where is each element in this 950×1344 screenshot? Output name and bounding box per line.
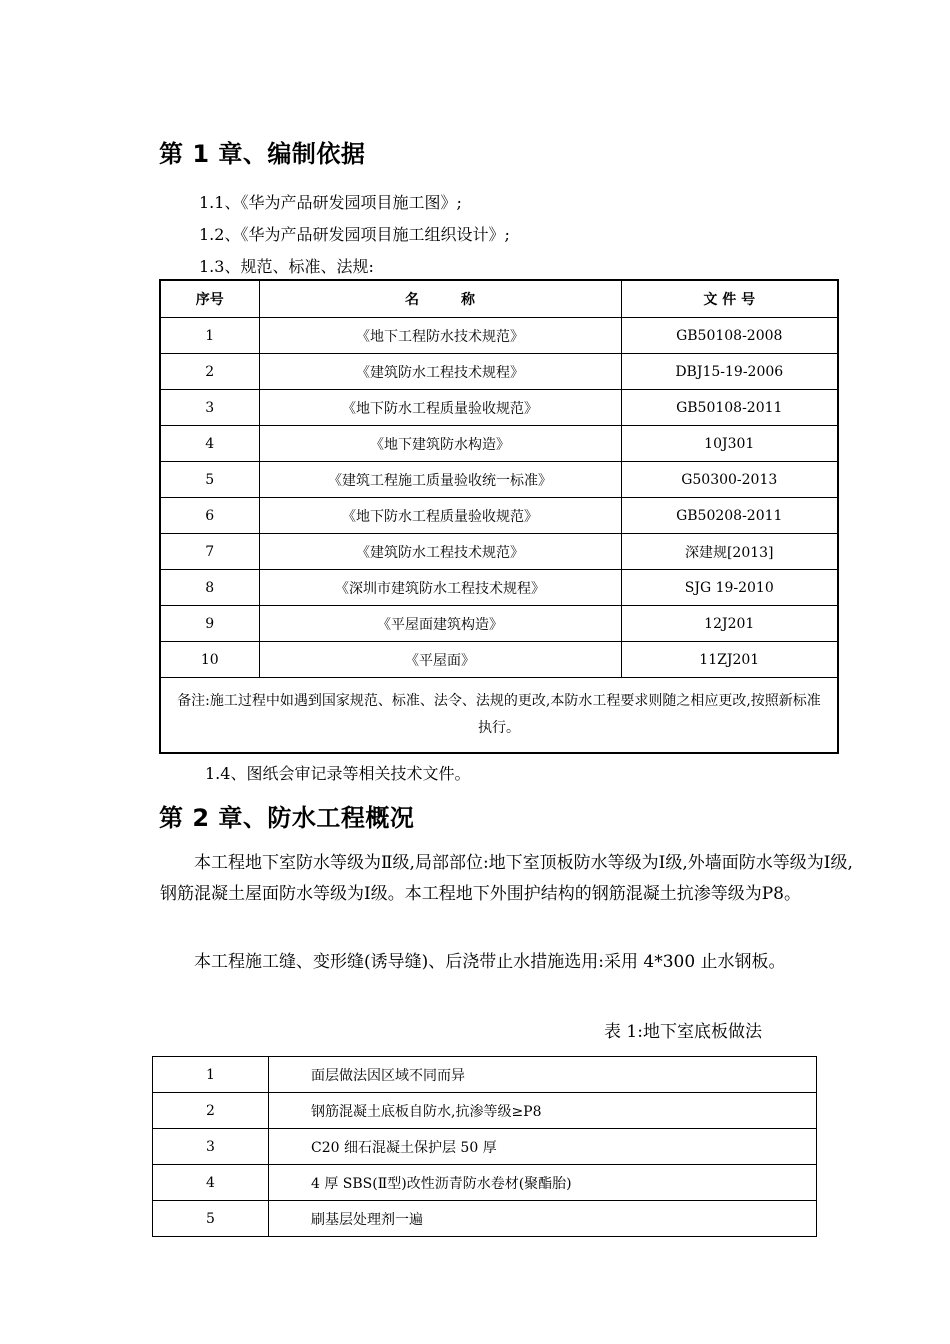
header-code: 文 件 号: [621, 280, 838, 318]
row-text: 面层做法因区域不同而异: [269, 1057, 817, 1093]
row-text: 钢筋混凝土底板自防水,抗渗等级≥P8: [269, 1093, 817, 1129]
table-row: [160, 390, 838, 426]
row-no: 8: [160, 570, 259, 606]
row-no: 6: [160, 498, 259, 534]
row-code: SJG 19-2010: [621, 570, 838, 606]
table-row: [153, 1093, 817, 1129]
row-name: 《平屋面》: [259, 642, 621, 678]
header-name: 名 称: [259, 280, 621, 318]
standards-table: [159, 279, 839, 754]
table-row: [153, 1165, 817, 1201]
row-no: 2: [153, 1093, 269, 1129]
row-no: 2: [160, 354, 259, 390]
chapter2-title: 第 2 章、防水工程概况: [159, 804, 415, 832]
item-1-1: 1.1、《华为产品研发园项目施工图》;: [199, 193, 462, 212]
row-text: 4 厚 SBS(Ⅱ型)改性沥青防水卷材(聚酯胎): [269, 1165, 817, 1201]
row-name: 《建筑防水工程技术规程》: [259, 354, 621, 390]
table-note-row: [160, 678, 838, 754]
row-no: 1: [153, 1057, 269, 1093]
row-name: 《建筑防水工程技术规范》: [259, 534, 621, 570]
row-name: 《平屋面建筑构造》: [259, 606, 621, 642]
table-note: 备注:施工过程中如遇到国家规范、标准、法令、法规的更改,本防水工程要求则随之相应更改,按照新标准执行。: [160, 678, 838, 754]
table-row: [153, 1057, 817, 1093]
row-text: 刷基层处理剂一遍: [269, 1201, 817, 1237]
table-row: [160, 534, 838, 570]
row-code: 深建规[2013]: [621, 534, 838, 570]
row-no: 7: [160, 534, 259, 570]
chapter2-paragraph-1: 本工程地下室防水等级为Ⅱ级,局部部位:地下室顶板防水等级为Ⅰ级,外墙面防水等级为Ⅰ级,钢筋混凝土屋面防水等级为Ⅰ级。本工程地下外围护结构的钢筋混凝土抗渗等级为P8。: [160, 853, 853, 904]
item-1-2: 1.2、《华为产品研发园项目施工组织设计》;: [199, 225, 510, 244]
row-name: 《地下工程防水技术规范》: [259, 318, 621, 354]
item-1-3: 1.3、规范、标准、法规:: [199, 257, 374, 276]
row-name: 《地下防水工程质量验收规范》: [259, 498, 621, 534]
row-no: 3: [160, 390, 259, 426]
table-row: [160, 426, 838, 462]
row-name: 《深圳市建筑防水工程技术规程》: [259, 570, 621, 606]
row-code: GB50108-2011: [621, 390, 838, 426]
row-code: 12J201: [621, 606, 838, 642]
basement-floor-table: [152, 1056, 817, 1237]
row-no: 5: [160, 462, 259, 498]
header-no: 序号: [160, 280, 259, 318]
row-no: 9: [160, 606, 259, 642]
table-row: [160, 498, 838, 534]
row-no: 5: [153, 1201, 269, 1237]
row-name: 《地下建筑防水构造》: [259, 426, 621, 462]
row-code: DBJ15-19-2006: [621, 354, 838, 390]
item-1-4: 1.4、图纸会审记录等相关技术文件。: [205, 764, 471, 783]
chapter1-title: 第 1 章、编制依据: [159, 140, 366, 168]
row-code: 10J301: [621, 426, 838, 462]
row-text: C20 细石混凝土保护层 50 厚: [269, 1129, 817, 1165]
row-name: 《地下防水工程质量验收规范》: [259, 390, 621, 426]
row-code: GB50208-2011: [621, 498, 838, 534]
table-row: [153, 1129, 817, 1165]
row-no: 10: [160, 642, 259, 678]
table-row: [160, 570, 838, 606]
table-header-row: [160, 280, 838, 318]
chapter2-paragraph-2: 本工程施工缝、变形缝(诱导缝)、后浇带止水措施选用:采用 4*300 止水钢板。: [194, 952, 786, 972]
row-code: 11ZJ201: [621, 642, 838, 678]
row-no: 1: [160, 318, 259, 354]
row-name: 《建筑工程施工质量验收统一标准》: [259, 462, 621, 498]
row-code: GB50108-2008: [621, 318, 838, 354]
row-no: 3: [153, 1129, 269, 1165]
row-code: G50300-2013: [621, 462, 838, 498]
row-no: 4: [160, 426, 259, 462]
table-row: [160, 462, 838, 498]
table-row: [160, 318, 838, 354]
table-row: [160, 642, 838, 678]
table-row: [160, 606, 838, 642]
table-row: [153, 1201, 817, 1237]
table-caption: 表 1:地下室底板做法: [604, 1022, 762, 1042]
table-row: [160, 354, 838, 390]
row-no: 4: [153, 1165, 269, 1201]
